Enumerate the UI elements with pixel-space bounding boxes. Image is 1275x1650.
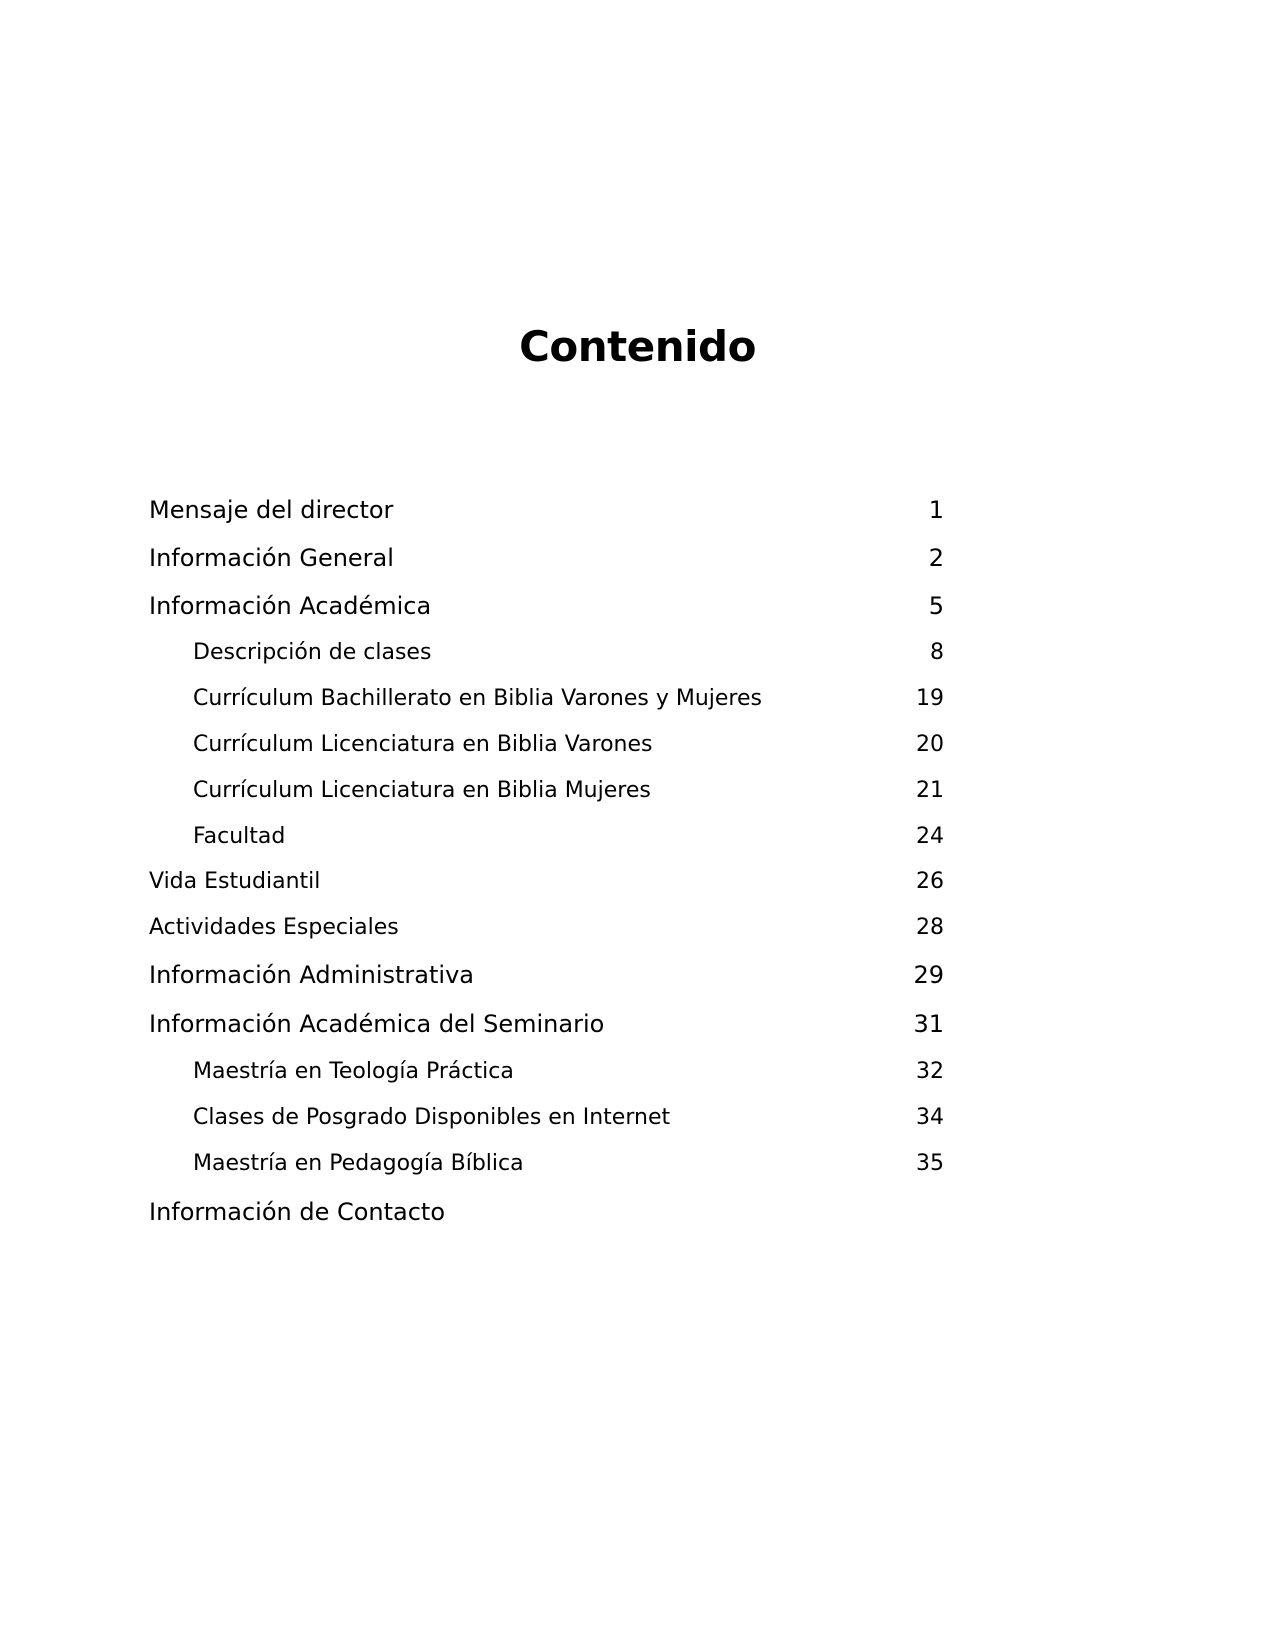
toc-entry-informacion-academica[interactable] [149,586,944,626]
toc-entry-page-number: 24 [916,824,944,849]
toc-entry-label: Información Administrativa [149,961,474,989]
toc-entry-page-number: 1 [928,496,944,524]
page-title: Contenido [519,322,756,371]
toc-entry-maestria-teologia-practica[interactable] [149,1052,944,1092]
toc-entry-facultad[interactable] [149,817,944,857]
toc-entry-page-number: 5 [928,592,944,620]
toc-entry-informacion-academica-seminario[interactable] [149,1004,944,1044]
toc-entry-informacion-general[interactable] [149,538,944,578]
toc-entry-actividades-especiales[interactable] [149,908,944,948]
toc-entry-label: Información Académica del Seminario [149,1010,605,1038]
toc-entry-label: Maestría en Pedagogía Bíblica [193,1151,524,1176]
toc-entry-label: Actividades Especiales [149,915,399,940]
toc-entry-informacion-de-contacto[interactable] [149,1192,944,1232]
toc-entry-label: Currículum Licenciatura en Biblia Varones [193,732,653,757]
toc-entry-label: Facultad [193,824,286,849]
toc-entry-page-number: 26 [916,869,944,894]
toc-entry-curriculum-bachillerato[interactable] [149,679,944,719]
toc-entry-label: Información Académica [149,592,432,620]
toc-entry-label: Información de Contacto [149,1198,446,1226]
toc-entry-curriculum-licenciatura-mujeres[interactable] [149,771,944,811]
toc-entry-maestria-pedagogia-biblica[interactable] [149,1144,944,1184]
toc-entry-label: Descripción de clases [193,640,432,665]
toc-entry-label: Currículum Licenciatura en Biblia Mujeres [193,778,651,803]
toc-entry-page-number: 2 [928,544,944,572]
toc-entry-page-number: 28 [916,915,944,940]
toc-entry-label: Mensaje del director [149,496,394,524]
toc-entry-page-number: 35 [916,1151,944,1176]
toc-entry-page-number: 8 [930,640,944,665]
toc-entry-label: Currículum Bachillerato en Biblia Varones y Mujeres [193,686,762,711]
toc-entry-page-number: 19 [916,686,944,711]
toc-entry-curriculum-licenciatura-varones[interactable] [149,725,944,765]
toc-entry-page-number: 34 [916,1105,944,1130]
toc-entry-page-number: 29 [913,961,944,989]
toc-entry-descripcion-de-clases[interactable] [149,633,944,673]
toc-entry-label: Vida Estudiantil [149,869,321,894]
toc-entry-mensaje-del-director[interactable] [149,490,944,530]
toc-entry-page-number: 20 [916,732,944,757]
toc-entry-page-number: 31 [913,1010,944,1038]
toc-entry-label: Información General [149,544,394,572]
toc-entry-informacion-administrativa[interactable] [149,955,944,995]
toc-entry-vida-estudiantil[interactable] [149,862,944,902]
toc-entry-clases-posgrado-internet[interactable] [149,1098,944,1138]
toc-entry-label: Clases de Posgrado Disponibles en Internet [193,1105,671,1130]
toc-entry-page-number: 21 [916,778,944,803]
toc-entry-page-number: 32 [916,1059,944,1084]
toc-entry-label: Maestría en Teología Práctica [193,1059,514,1084]
